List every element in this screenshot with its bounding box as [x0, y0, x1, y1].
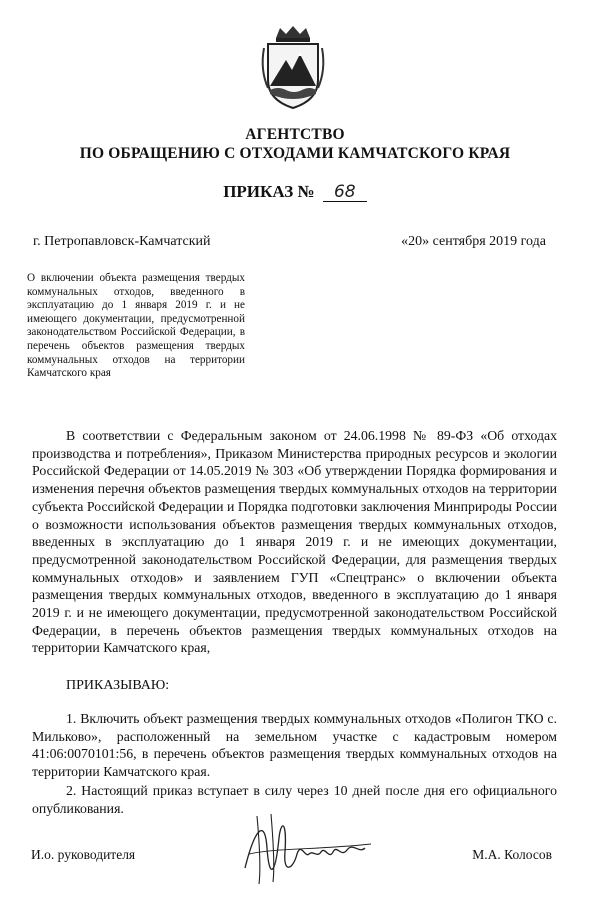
order-title	[0, 182, 590, 202]
place-of-issue: г. Петропавловск-Камчатский	[33, 234, 211, 249]
issue-date: «20» сентября 2019 года	[401, 234, 546, 249]
preamble-paragraph: В соответствии с Федеральным законом от 24.06.1998 № 89-ФЗ «Об отходах производства и потребления», Приказом Министерства природных ресурсов и экологии Российской Федерации от 14.05.2019 № 303 «Об утверждении Порядка формирования и изменения перечня объектов размещения твердых коммунальных отходов на территории субъекта Российской Федерации и Порядка подготовки заключения Минприроды России о возможности использования объектов размещения твердых коммунальных отходов, введенных в эксплуатацию до 1 января 2019 г. и не имеющих документации, предусмотренной законодательством Российской Федерации, для размещения твердых коммунальных отходов» и заявлением ГУП «Спецтранс» о включении объекта размещения твердых коммунальных отходов, введенного в эксплуатацию до 1 января 2019 г. и не имеющего документации, предусмотренной законодательством Российской Федерации, в перечень объектов размещения твердых коммунальных отходов на территории Камчатского края,	[32, 428, 557, 656]
order-item-2: 2. Настоящий приказ вступает в силу через 10 дней после дня его официального опубликования.	[32, 783, 557, 816]
handwritten-signature	[235, 808, 385, 888]
signatory-position: И.о. руководителя	[31, 847, 136, 862]
order-label: ПРИКАЗ №	[223, 182, 315, 201]
agency-title-line1: АГЕНТСТВО	[245, 126, 345, 143]
signatory-name: М.А. Колосов	[472, 847, 552, 862]
agency-title-line2: ПО ОБРАЩЕНИЮ С ОТХОДАМИ КАМЧАТСКОГО КРАЯ	[79, 145, 511, 162]
order-item-1: 1. Включить объект размещения твердых коммунальных отходов «Полигон ТКО с. Мильково», расположенный на земельном участке с кадастровым номером 41:06:0070101:56, в перечень объектов размещения твердых коммунальных отходов на территории Камчатского края.	[32, 711, 557, 780]
order-word: ПРИКАЗЫВАЮ:	[66, 678, 170, 693]
order-number: 68	[323, 183, 367, 202]
coat-of-arms-icon	[258, 24, 328, 112]
order-subject: О включении объекта размещения твердых коммунальных отходов, введенного в эксплуатацию до 1 января 2019 г. и не имеющего документации, предусмотренной законодательством Российской Федерации, в перечень объектов размещения твердых коммунальных отходов на территории Камчатского края	[27, 272, 245, 380]
